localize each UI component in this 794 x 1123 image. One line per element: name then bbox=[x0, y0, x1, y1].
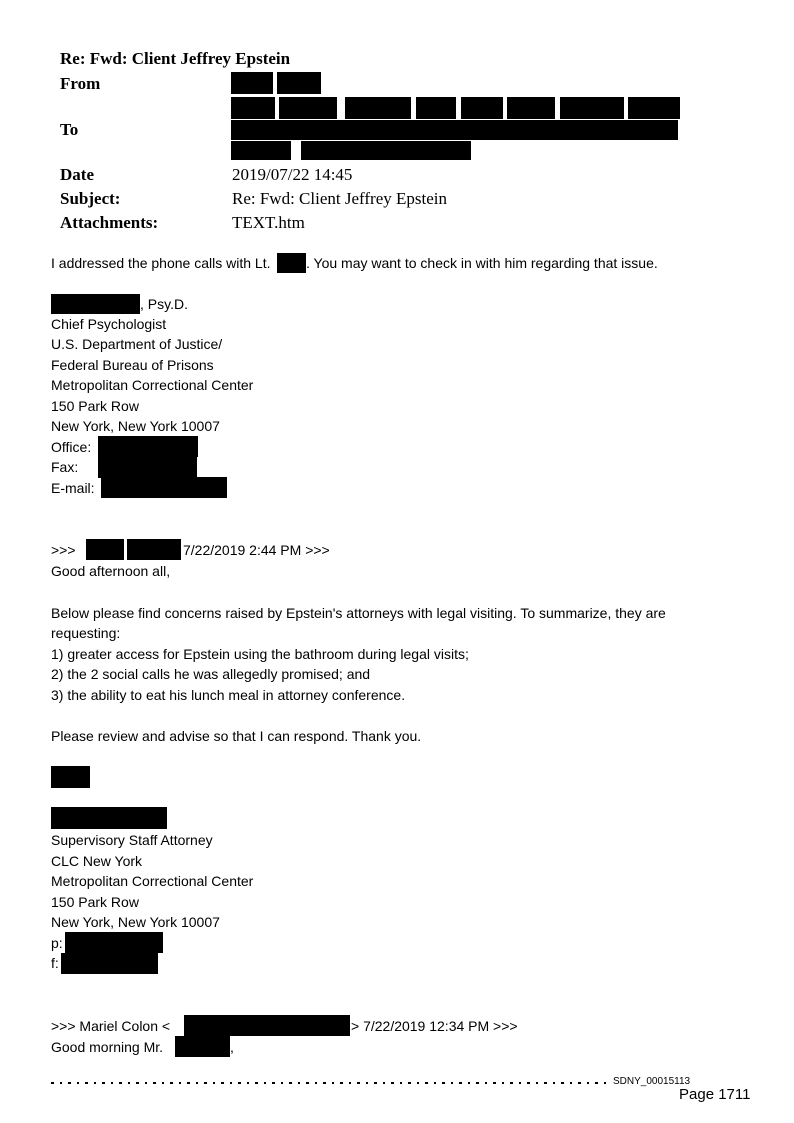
attachments-label: Attachments: bbox=[60, 213, 159, 232]
sig-line: Chief Psychologist bbox=[51, 316, 167, 332]
subject-label: Subject: bbox=[60, 189, 121, 208]
fax-label: Fax: bbox=[51, 459, 79, 475]
redaction-fwd-sender-first bbox=[86, 539, 124, 560]
email-label: E-mail: bbox=[51, 480, 95, 496]
redaction-to-1 bbox=[231, 97, 275, 119]
reply-credential: , Psy.D. bbox=[140, 296, 188, 312]
quote-prefix: >>> bbox=[51, 542, 76, 558]
redaction-office-number bbox=[98, 436, 198, 457]
redaction-fax-number bbox=[98, 457, 197, 478]
redaction-fwd-sig-name bbox=[51, 807, 167, 829]
office-label: Office: bbox=[51, 439, 92, 455]
fwd-paragraph-line: requesting: bbox=[51, 625, 121, 641]
fwd-sig-line: 150 Park Row bbox=[51, 894, 139, 910]
fwd-paragraph-line: Below please find concerns raised by Epstein's attorneys with legal visiting. To summarize, they are bbox=[51, 605, 666, 621]
request-item: 2) the 2 social calls he was allegedly promised; and bbox=[51, 666, 371, 682]
email-title: Re: Fwd: Client Jeffrey Epstein bbox=[60, 49, 291, 68]
redaction-to-line2 bbox=[231, 120, 678, 140]
greeting-comma: , bbox=[230, 1039, 234, 1055]
redaction-to-8 bbox=[628, 97, 680, 119]
redaction-to-7 bbox=[560, 97, 624, 119]
date-value: 2019/07/22 14:45 bbox=[232, 165, 353, 184]
redaction-fwd-sender-last bbox=[127, 539, 181, 560]
reply-intro-part1: I addressed the phone calls with Lt. bbox=[51, 255, 271, 271]
redaction-to-6 bbox=[507, 97, 555, 119]
redaction-recipient-name bbox=[175, 1036, 230, 1057]
sig-line: U.S. Department of Justice/ bbox=[51, 336, 223, 352]
quote-header-part2: > 7/22/2019 12:34 PM >>> bbox=[351, 1018, 518, 1034]
redaction-fwd-fax-number bbox=[61, 953, 158, 974]
redaction-to-4 bbox=[416, 97, 456, 119]
redaction-fwd-signoff bbox=[51, 766, 90, 788]
fwd-sig-line: New York, New York 10007 bbox=[51, 914, 220, 930]
bates-number: SDNY_00015113 bbox=[613, 1076, 691, 1087]
redaction-email-address bbox=[101, 477, 227, 498]
fwd-closing: Please review and advise so that I can respond. Thank you. bbox=[51, 728, 422, 744]
fwd-sig-line: Metropolitan Correctional Center bbox=[51, 873, 254, 889]
redaction-from-first bbox=[231, 72, 273, 94]
quote-header-part1: >>> Mariel Colon < bbox=[51, 1018, 171, 1034]
redaction-phone-number bbox=[65, 932, 163, 953]
redaction-to-3 bbox=[345, 97, 411, 119]
request-item: 3) the ability to eat his lunch meal in attorney conference. bbox=[51, 687, 406, 703]
fwd-fax-label: f: bbox=[51, 955, 59, 971]
subject-value: Re: Fwd: Client Jeffrey Epstein bbox=[232, 189, 447, 208]
redaction-to-2 bbox=[279, 97, 337, 119]
attachments-value: TEXT.htm bbox=[232, 213, 305, 232]
redaction-to-9 bbox=[231, 141, 291, 160]
quote-timestamp: 7/22/2019 2:44 PM >>> bbox=[183, 542, 330, 558]
fwd-greeting: Good afternoon all, bbox=[51, 563, 171, 579]
fwd-sig-line: Supervisory Staff Attorney bbox=[51, 832, 213, 848]
phone-label: p: bbox=[51, 935, 63, 951]
sig-line: 150 Park Row bbox=[51, 398, 139, 414]
reply-intro-part2: . You may want to check in with him regarding that issue. bbox=[306, 255, 658, 271]
date-label: Date bbox=[60, 165, 94, 184]
redaction-from-last bbox=[277, 72, 321, 94]
from-label: From bbox=[60, 74, 101, 93]
redaction-sender-name bbox=[51, 294, 140, 314]
sig-line: New York, New York 10007 bbox=[51, 418, 220, 434]
redaction-mariel-email bbox=[184, 1015, 350, 1036]
cutoff-text-fragment bbox=[51, 1080, 611, 1084]
request-item: 1) greater access for Epstein using the bathroom during legal visits; bbox=[51, 646, 469, 662]
redaction-lt-name bbox=[277, 253, 306, 273]
fwd-sig-line: CLC New York bbox=[51, 853, 143, 869]
to-label: To bbox=[60, 120, 79, 139]
greeting-part1: Good morning Mr. bbox=[51, 1039, 164, 1055]
sig-line: Federal Bureau of Prisons bbox=[51, 357, 214, 373]
page-number: Page 1711 bbox=[679, 1086, 751, 1103]
sig-line: Metropolitan Correctional Center bbox=[51, 377, 254, 393]
redaction-to-5 bbox=[461, 97, 503, 119]
redaction-to-10 bbox=[301, 141, 471, 160]
